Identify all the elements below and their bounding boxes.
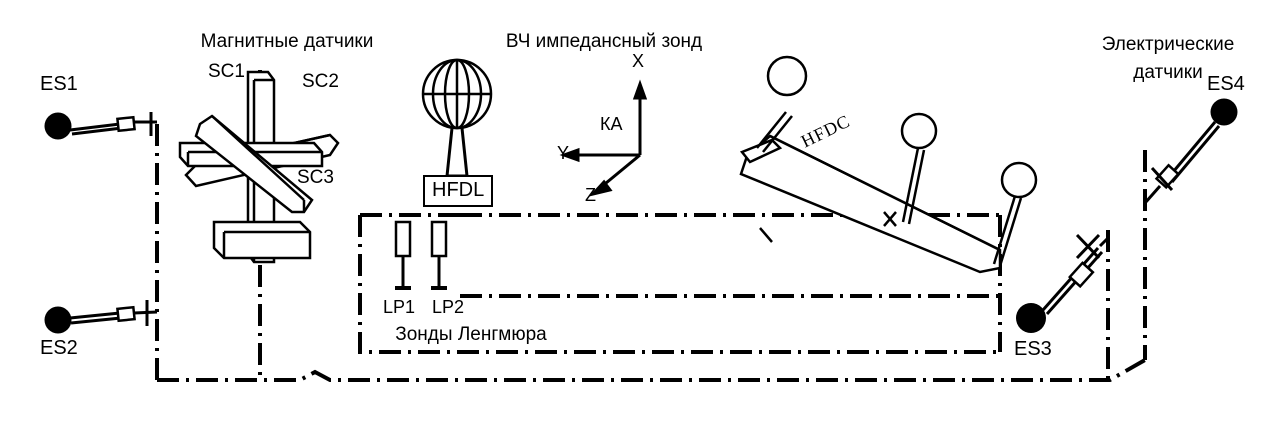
label-sc2: SC2 [302, 71, 339, 92]
label-sc1: SC1 [208, 61, 245, 82]
axis-label-x: X [632, 51, 645, 71]
label-es3: ES3 [1014, 338, 1052, 360]
label-es2: ES2 [40, 337, 78, 359]
label-sc3: SC3 [297, 167, 334, 188]
label-hfdc: HFDC [797, 110, 854, 152]
es1-sensor [45, 112, 158, 140]
label-spacecraft: КА [600, 114, 623, 134]
es3-sensor [1016, 235, 1108, 333]
label-es4: ES4 [1207, 73, 1245, 95]
label-es1: ES1 [40, 73, 78, 95]
hfdl-module-box: HFDL [423, 175, 493, 207]
axis-label-y: Y [557, 143, 570, 163]
label-lp2: LP2 [432, 297, 465, 317]
label-electric-sensors-group-line2: датчики [1133, 62, 1203, 83]
label-langmuir-probes-group: Зонды Ленгмюра [395, 324, 547, 345]
axis-label-z: Z [585, 185, 596, 205]
label-rf-impedance-probe-group: ВЧ импедансный зонд [505, 31, 703, 52]
label-electric-sensors-group-line1: Электрические [1101, 34, 1235, 55]
es4-sensor [1145, 99, 1238, 204]
langmuir-probes [395, 222, 447, 288]
rf-impedance-probe [423, 60, 491, 176]
label-magnetic-sensors-group: Магнитные датчики [200, 31, 374, 52]
es2-sensor [45, 300, 158, 334]
spacecraft-outline-dashdot [157, 70, 1145, 380]
label-lp1: LP1 [383, 297, 416, 317]
coordinate-axes [564, 84, 645, 194]
hfdc-antenna [741, 57, 1036, 320]
